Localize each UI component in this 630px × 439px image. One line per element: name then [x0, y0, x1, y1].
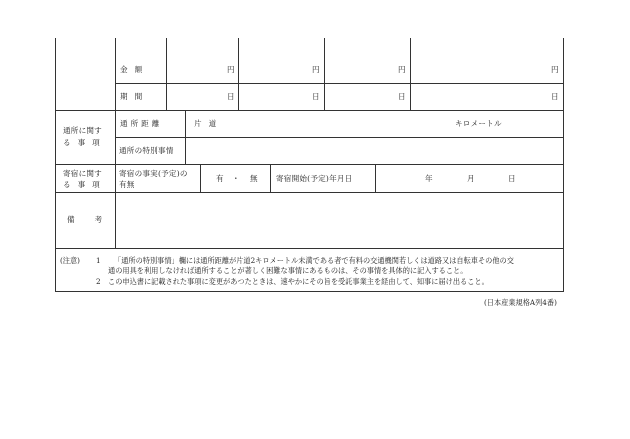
day-unit: 日 — [551, 92, 559, 101]
note-2-text: この申込書に記載された事項に変更があつたときは、速やかにその旨を受託事業主を経由して、知事に届け出ること。 — [108, 277, 489, 286]
commute-special-label: 通所の特別事情 — [119, 146, 174, 155]
day-unit: 日 — [508, 174, 516, 183]
lodging-yes: 有 — [216, 174, 224, 183]
remarks-label: 備考 — [67, 215, 123, 224]
lodging-dot: ・ — [232, 174, 240, 183]
lodging-group-label-2: る事項 — [63, 180, 107, 189]
rule — [115, 137, 564, 138]
jis-size-footer: (日本産業規格A列4番) — [484, 298, 557, 307]
note-1-number: 1 — [96, 256, 101, 265]
form-table — [55, 38, 564, 292]
yen-unit: 円 — [551, 65, 559, 74]
month-unit: 月 — [467, 174, 475, 183]
rule — [270, 164, 271, 192]
rule — [115, 83, 564, 84]
rule — [324, 38, 325, 110]
rule — [55, 192, 564, 193]
commute-distance-label: 通所距離 — [120, 119, 163, 128]
day-unit: 日 — [227, 92, 235, 101]
rule — [55, 164, 564, 165]
note-1-line-1: 「通所の特別事情」欄には通所距離が片道2キロメートル未満である者で有料の交通機関若しくは道路又は自転車その他の交 — [114, 256, 514, 265]
yen-unit: 円 — [398, 65, 406, 74]
rule — [375, 164, 376, 192]
day-unit: 日 — [398, 92, 406, 101]
notes-prefix: (注意) — [60, 256, 80, 265]
amount-label: 金額 — [120, 65, 150, 74]
rule — [166, 38, 167, 110]
lodging-group-label: 寄宿に関す — [63, 169, 102, 178]
lodging-no: 無 — [250, 174, 258, 183]
rule — [410, 38, 411, 110]
one-way-label: 片道 — [194, 119, 224, 128]
period-label: 期間 — [120, 92, 150, 101]
commute-group-label-2: る事項 — [63, 138, 107, 147]
lodging-start-label: 寄宿開始(予定)年月日 — [276, 174, 353, 183]
yen-unit: 円 — [312, 65, 320, 74]
lodging-fact-label-2: 有無 — [119, 180, 135, 189]
rule — [55, 110, 564, 111]
rule — [238, 38, 239, 110]
rule — [200, 164, 201, 192]
day-unit: 日 — [312, 92, 320, 101]
km-unit: キロメートル — [455, 119, 502, 128]
lodging-fact-label: 寄宿の事実(予定)の — [119, 169, 188, 178]
commute-group-label: 通所に関す — [63, 126, 102, 135]
note-1-line-2: 通の用具を利用しなければ通所することが著しく困難な事情にあるものは、その事情を具体的に記入すること。 — [108, 266, 468, 275]
rule — [185, 110, 186, 164]
note-2-number: 2 — [96, 277, 101, 286]
rule — [55, 248, 564, 249]
year-unit: 年 — [425, 174, 433, 183]
yen-unit: 円 — [227, 65, 235, 74]
